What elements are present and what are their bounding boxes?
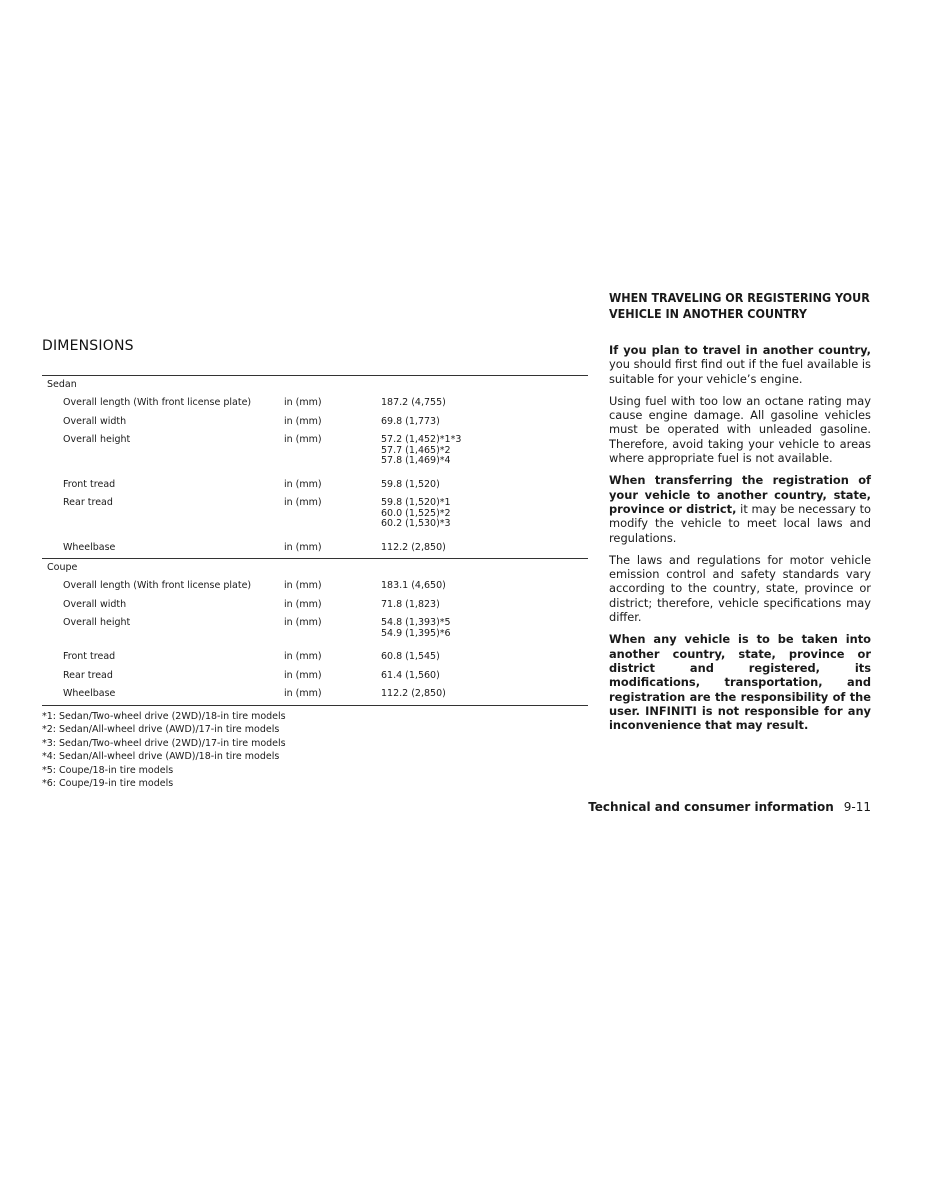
spec-name: Wheelbase bbox=[63, 688, 116, 699]
paragraph-1-text: you should first find out if the fuel available is suitable for your vehicle’s engine. bbox=[609, 357, 871, 386]
footnotes bbox=[42, 710, 588, 792]
spec-value: 54.9 (1,395)*6 bbox=[381, 627, 451, 639]
table-row bbox=[42, 615, 588, 649]
spec-unit: in (mm) bbox=[284, 688, 322, 699]
spec-value: 112.2 (2,850) bbox=[381, 688, 446, 699]
dimensions-heading: DIMENSIONS bbox=[42, 338, 134, 354]
spec-values bbox=[381, 543, 588, 554]
table-row bbox=[42, 649, 588, 668]
spec-unit: in (mm) bbox=[284, 598, 322, 610]
table-row bbox=[42, 477, 588, 496]
spec-unit: in (mm) bbox=[284, 651, 322, 662]
spec-values bbox=[381, 398, 588, 409]
paragraph-5-bold: When any vehicle is to be taken into another country, state, province or district and registered, its modifications, transportation, and registration are the responsibility of the user. INFINITI is not responsible for any inconvenience that may result. bbox=[609, 632, 871, 733]
paragraph-4: The laws and regulations for motor vehicle emission control and safety standards vary according to the country, state, province or district; therefore, vehicle specifications may differ. bbox=[609, 552, 871, 625]
footnote: *6: Coupe/19-in tire models bbox=[42, 778, 174, 790]
group-label-sedan: Sedan bbox=[47, 379, 77, 390]
spec-value: 57.7 (1,465)*2 bbox=[381, 444, 451, 456]
spec-unit: in (mm) bbox=[284, 669, 322, 681]
spec-values bbox=[381, 417, 588, 428]
spec-unit: in (mm) bbox=[284, 434, 322, 445]
spec-unit: in (mm) bbox=[284, 478, 322, 490]
spec-values bbox=[381, 480, 588, 491]
spec-values bbox=[381, 435, 588, 467]
spec-value: 183.1 (4,650) bbox=[381, 580, 446, 591]
dimensions-table bbox=[42, 375, 588, 706]
footnote: *2: Sedan/All-wheel drive (AWD)/17-in tire models bbox=[42, 724, 280, 736]
spec-name: Overall height bbox=[63, 617, 131, 628]
footnote: *3: Sedan/Two-wheel drive (2WD)/17-in tire models bbox=[42, 737, 286, 749]
spec-name: Wheelbase bbox=[63, 541, 116, 553]
spec-name: Front tread bbox=[63, 478, 116, 490]
spec-value: 61.4 (1,560) bbox=[381, 669, 440, 681]
spec-unit: in (mm) bbox=[284, 415, 322, 427]
spec-unit: in (mm) bbox=[284, 541, 322, 553]
spec-values bbox=[381, 689, 588, 700]
page-number: 9-11 bbox=[843, 800, 871, 814]
paragraph-3-text: it may be necessary to modify the vehicle to meet local laws and regulations. bbox=[609, 501, 872, 545]
page-footer bbox=[588, 800, 871, 814]
spec-value: 59.8 (1,520)*1 bbox=[381, 497, 451, 508]
spec-value: 54.8 (1,393)*5 bbox=[381, 617, 451, 628]
spec-name: Overall length (With front license plate) bbox=[63, 580, 252, 591]
paragraph-1-bold: If you plan to travel in another country, bbox=[609, 343, 871, 357]
spec-unit: in (mm) bbox=[284, 497, 322, 508]
table-row bbox=[42, 668, 588, 687]
spec-value: 57.2 (1,452)*1*3 bbox=[381, 434, 462, 445]
table-row bbox=[42, 597, 588, 616]
paragraph-2: Using fuel with too low an octane rating may cause engine damage. All gasoline vehicles must be operated with unleaded gasoline. Therefore, avoid taking your vehicle to areas where appropriate fuel is not available. bbox=[609, 393, 871, 466]
spec-name: Overall width bbox=[63, 598, 127, 610]
spec-name: Front tread bbox=[63, 651, 116, 662]
footer-section-title: Technical and consumer information bbox=[588, 800, 834, 814]
spec-value: 71.8 (1,823) bbox=[381, 598, 440, 610]
table-row bbox=[42, 686, 588, 706]
spec-unit: in (mm) bbox=[284, 580, 322, 591]
spec-name: Rear tread bbox=[63, 669, 113, 681]
footnote: *4: Sedan/All-wheel drive (AWD)/18-in tire models bbox=[42, 751, 280, 763]
table-row bbox=[42, 540, 588, 559]
spec-value: 60.0 (1,525)*2 bbox=[381, 507, 451, 519]
spec-value: 187.2 (4,755) bbox=[381, 397, 446, 408]
spec-name: Overall length (With front license plate) bbox=[63, 397, 252, 408]
spec-name: Overall width bbox=[63, 415, 127, 427]
spec-name: Rear tread bbox=[63, 497, 113, 508]
table-row bbox=[42, 578, 588, 597]
spec-values bbox=[381, 581, 588, 592]
travel-heading-line2: VEHICLE IN ANOTHER COUNTRY bbox=[609, 305, 807, 321]
spec-value: 69.8 (1,773) bbox=[381, 415, 440, 427]
paragraph-1 bbox=[609, 343, 871, 386]
spec-unit: in (mm) bbox=[284, 617, 322, 628]
spec-values bbox=[381, 671, 588, 682]
table-row bbox=[42, 395, 588, 414]
table-row bbox=[42, 414, 588, 433]
spec-value: 60.2 (1,530)*3 bbox=[381, 518, 451, 529]
spec-name: Overall height bbox=[63, 434, 131, 445]
travel-heading-line1: WHEN TRAVELING OR REGISTERING YOUR bbox=[609, 290, 870, 305]
spec-value: 57.8 (1,469)*4 bbox=[381, 455, 451, 466]
paragraph-3-bold: When transferring the registration of your vehicle to another country, state, province or district, bbox=[609, 473, 871, 516]
spec-value: 60.8 (1,545) bbox=[381, 651, 440, 662]
paragraph-3 bbox=[609, 473, 871, 544]
table-row bbox=[42, 432, 588, 477]
paragraph-5 bbox=[609, 632, 871, 732]
spec-unit: in (mm) bbox=[284, 397, 322, 408]
spec-values bbox=[381, 652, 588, 663]
table-row bbox=[42, 495, 588, 540]
dimensions-section bbox=[42, 338, 588, 791]
travel-section bbox=[609, 290, 871, 740]
spec-values bbox=[381, 600, 588, 611]
spec-values bbox=[381, 498, 588, 530]
group-label-coupe: Coupe bbox=[42, 558, 588, 578]
footnote: *5: Coupe/18-in tire models bbox=[42, 764, 174, 776]
spec-values bbox=[381, 618, 588, 639]
spec-value: 112.2 (2,850) bbox=[381, 541, 446, 553]
footnote: *1: Sedan/Two-wheel drive (2WD)/18-in tire models bbox=[42, 710, 286, 722]
spec-value: 59.8 (1,520) bbox=[381, 478, 440, 490]
travel-heading bbox=[609, 290, 871, 321]
